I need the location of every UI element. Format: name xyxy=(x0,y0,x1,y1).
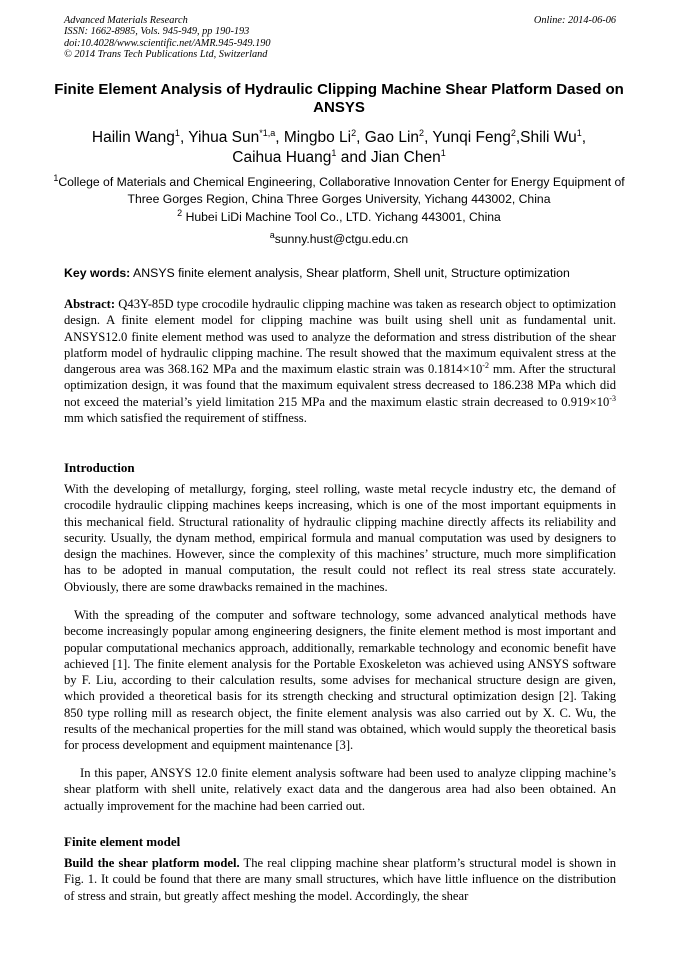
affiliation-1 xyxy=(50,174,628,208)
fem-text: The real clipping machine shear platform’s structural model is shown in Fig. 1. It could be found that there are many small structures, which have little influence on the distribution of stress and strain, but greatly affect meshing the model. Accordingly, the shear xyxy=(64,856,616,903)
author-name: Mingbo Li xyxy=(283,129,352,146)
email-text: sunny.hust@ctgu.edu.cn xyxy=(274,232,409,246)
author-sup: 1 xyxy=(174,127,180,138)
affiliation-2 xyxy=(50,209,628,226)
author-sup: 1 xyxy=(576,127,582,138)
author-sup: 2 xyxy=(351,127,357,138)
author-sup: *1,a xyxy=(259,127,276,138)
author-name: Shili Wu xyxy=(520,129,577,146)
abstract-label: Abstract: xyxy=(64,297,116,311)
abstract xyxy=(64,296,616,426)
fem-run-in: Build the shear platform model. xyxy=(64,856,240,870)
author-sup: 1 xyxy=(440,147,446,158)
journal-header xyxy=(64,15,616,61)
email xyxy=(50,231,628,248)
author-name: Caihua Huang xyxy=(232,149,332,166)
affiliation-sup: 2 xyxy=(177,207,183,218)
intro-paragraph-1: With the developing of metallurgy, forging, steel rolling, waste metal recycle industry etc, the demand of crocodile hydraulic clipping machines keeps increasing, which is one of the most important equipments in this mechanical field. Structural rationality of hydraulic clipping machine directly affects its reliability and security. Usually, the dynam method, empirical formula and manual computation was used by designers to design the machines. However, since the complexity of this machines’ structure, much more simplification has to be adopted in manual computation, the result could not reflect its real stress state accurately. Obviously, there are some drawbacks remained in the machines. xyxy=(64,482,616,594)
doi: doi:10.4028/www.scientific.net/AMR.945-949.190 xyxy=(64,37,271,49)
keywords-text: ANSYS finite element analysis, Shear platform, Shell unit, Structure optimization xyxy=(130,266,570,280)
abstract-text: mm. After the structural optimization design, it was found that the maximum equivalent stress decreased to 186.238 MPa which did not exceed the material’s yield limitation 215 MPa and the maximum elastic strain decreased to 0.919×10 xyxy=(64,362,616,409)
copyright: © 2014 Trans Tech Publications Ltd, Switzerland xyxy=(64,49,268,61)
abstract-text: mm which satisfied the requirement of stiffness. xyxy=(64,411,307,426)
author-list: Hailin Wang$^1$, Yihua Sun$^{*1,a}$, Mingbo Li$^2$, Gao Lin$^2$, Yunqi Feng$^2$,Shili Wu$^1$, Caihua Huang$^1$ and Jian Chen$^1$ xyxy=(91,127,587,166)
author-name: Yunqi Feng xyxy=(432,129,511,146)
intro-paragraph-2: With the spreading of the computer and software technology, some advanced analytical methods have become increasingly popular among engineering designers, the finite element method is most important and popular computational mechanics approach, additionally, remarkable technology and economic benefit have achieved [1]. The finite element analysis for the Portable Exoskeleton was achieved using ANSYS software by F. Liu, according to their calculation results, some advises for mechanical structure design are given, which provided a theoretical basis for its strength checking and structural optimization design [2]. Taking 850 type rolling mill as research object, the finite element analysis was also carried out by X. C. Wu, the results of the mechanical properties for the mill stand was obtained, which would supply the theoretical basis for process development and equipment maintenance [3]. xyxy=(64,608,616,753)
online-date: Online: 2014-06-06 xyxy=(533,15,616,26)
author-name: Yihua Sun xyxy=(188,129,260,146)
affiliation-text: Hubei LiDi Machine Tool Co., LTD. Yichang 443001, China xyxy=(182,210,501,224)
exponent: -2 xyxy=(482,361,489,370)
author-sup: 2 xyxy=(510,127,516,138)
issn: ISSN: 1662-8985, Vols. 945-949, pp 190-193 xyxy=(64,26,250,38)
introduction-heading: Introduction xyxy=(64,460,135,475)
author-sup: 2 xyxy=(419,127,425,138)
fem-heading: Finite element model xyxy=(64,834,181,849)
author-name: Gao Lin xyxy=(364,129,420,146)
affiliation-sup: 1 xyxy=(53,172,59,183)
paper-title: Finite Element Analysis of Hydraulic Clipping Machine Shear Platform Dased on ANSYS xyxy=(54,81,624,116)
affiliation-text: College of Materials and Chemical Engineering, Collaborative Innovation Center for Energy Equipment of Three Gorges Region, China Three Gorges University, Yichang 443002, China xyxy=(58,175,625,206)
abstract-text: Q43Y-85D type crocodile hydraulic clipping machine was taken as research object to optimization design. A finite element model for clipping machine was built using shell unit as fundamental unit. ANSYS12.0 finite element method was used to analyze the deformation and stress distribution of the shear platform model of hydraulic clipping machine. The result showed that the maximum equivalent stress at the dangerous area was 368.162 MPa and the maximum elastic strain was 0.1814×10 xyxy=(64,297,616,377)
email-sup: a xyxy=(269,229,275,240)
intro-paragraph-3: In this paper, ANSYS 12.0 finite element analysis software had been used to analyze clipping machine’s shear platform with shell unite, relatively exact data and the dangerous area had also been obtained. An actually improvement for the machine had been carried out. xyxy=(64,766,616,813)
keywords-label: Key words: xyxy=(64,266,131,280)
author-sup: 1 xyxy=(331,147,337,158)
keywords xyxy=(64,265,616,281)
journal-name: Advanced Materials Research xyxy=(64,15,188,26)
exponent: -3 xyxy=(609,393,616,403)
fem-paragraph xyxy=(64,855,616,904)
author-name: Jian Chen xyxy=(370,149,441,166)
author-name: Hailin Wang xyxy=(91,129,175,146)
